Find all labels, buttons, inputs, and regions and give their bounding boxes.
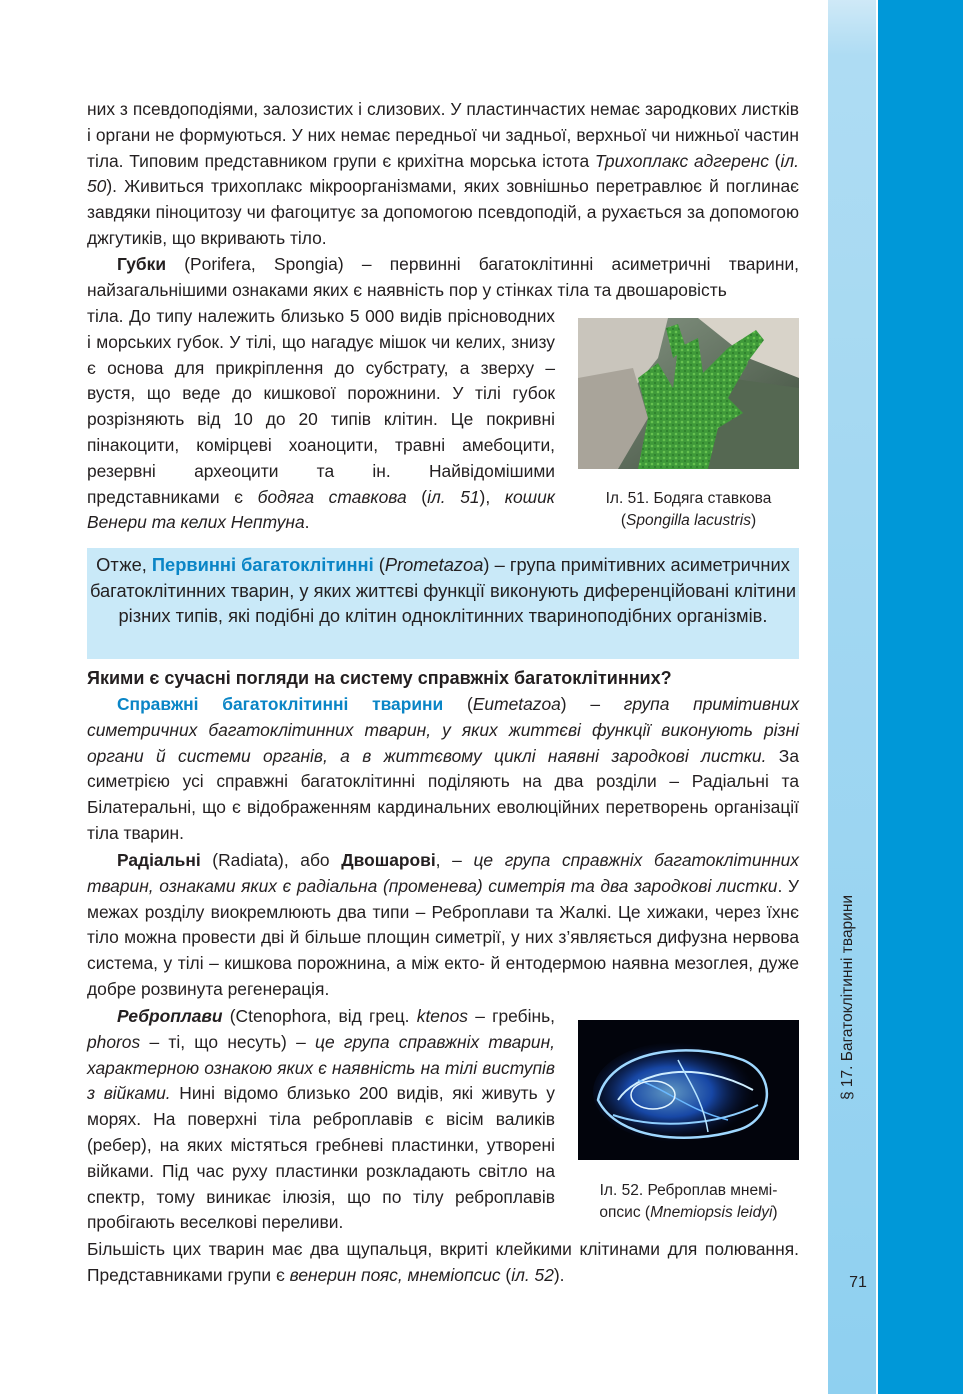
eumetazoa-paragraph — [87, 692, 799, 847]
sponge-photo — [578, 318, 799, 469]
sponges-paragraph-wrapped — [87, 304, 555, 536]
trichoplax-name: Трихоплакс адгеренс — [594, 150, 769, 171]
sponges-paragraph-top — [87, 252, 799, 304]
radiata-dash: , – — [435, 850, 474, 870]
ctenophora-paragraph-wrapped — [87, 1004, 555, 1236]
radiata-text: . У межах розділу виокремлюють два типи – Реброплави та Жалкі. Це хижаки, через їхнє тіло можна провести дві й більше площин симетрії, у них з’являється дифузна нервова система, у тілі – кишкова порожнина, а між екто- й ентодермою наявна мезоглея, дуже добре розвинута регенерація. — [87, 875, 799, 999]
radiata-mid: (Radiata), або — [200, 850, 342, 870]
eumetazoa-text: За симетрією усі справжні багатоклітинні поділяють на два розділи – Радіальні та Білатеральні, що є відображенням кардинальних еволюційних перетворень організації тіла тварин. — [87, 745, 799, 843]
sponges-text-a: (Porifera, Spongia) – первинні багатоклітинні асиметричні тварини, найзагальнішими ознаками яких є наявність пор у стінках тіла та двошаровість — [87, 254, 799, 300]
sponges-paren: ( — [406, 486, 428, 507]
ctenophora-text-a: (Ctenophora, від грец. — [222, 1006, 417, 1026]
section-question-heading: Якими є сучасні погляди на систему справжніх багатоклітинних? — [87, 668, 672, 688]
side-strip — [828, 0, 963, 1394]
sponges-end: . — [304, 512, 310, 533]
side-strip-dark — [878, 0, 963, 1394]
section-title-vertical: § 17. Багатоклітинні тварини — [839, 894, 856, 1100]
summary-paren: ( — [373, 554, 385, 575]
figure-52-latin: Mnemiopsis leidyi — [650, 1204, 773, 1221]
ctenophora-examples: венерин пояс, мнеміопсис — [289, 1264, 501, 1285]
ctenophora-text-b: – гребінь, — [468, 1006, 555, 1026]
sponges-paren-close: ), — [479, 486, 505, 507]
ctenophora-paragraph-tail — [87, 1237, 799, 1289]
eumetazoa-definition: група примітивних симетричних багатоклітинних тварин, у яких життєві функції виконують різні органи й системи органів, а в життєвому циклі наявні зародкові листки. — [87, 694, 800, 766]
sponges-text-b: тіла. До типу належить близько 5 000 видів прісноводних і морських губок. У тілі, що нагадує мішок чи келих, знизу є основа для прикріплення до субстрату, а зверху – вустя, що веде до кишкової порожнини. У тілі губок розрізняють від 10 до 20 типів клітин. Це покривні пінакоцити, комірцеві хоаноцити, травні амебоцити, резервні археоцити та ін. Найвідомішими представниками є — [87, 306, 555, 507]
caption-52-text: опсис ( — [599, 1204, 651, 1221]
side-strip-light — [828, 0, 878, 1394]
summary-text: ) – група примітивних асиметричних багатоклітинних тварин, у яких життєві функції виконують диференційовані клітини різних типів, які подібні до клітин одноклітинних тваринoподібних організмів. — [89, 554, 797, 627]
figure-51-latin: Spongilla lacustris — [626, 512, 751, 529]
ctenophora-text-c: – ті, що несуть) – — [140, 1031, 316, 1052]
greek-word-1: ktenos — [416, 1006, 468, 1026]
radiata-paragraph — [87, 848, 799, 1003]
figure-51-caption — [578, 488, 799, 532]
ctenophora-definition: це група справжніх тварин, характерною ознакою яких є наявність на тілі виступів з війками. — [87, 1031, 556, 1104]
caption-paren-close: ) — [750, 512, 757, 529]
page-number: 71 — [849, 1274, 867, 1291]
figure-51-caption-line1: Іл. 51. Бодяга ставкова — [605, 490, 772, 507]
summary-latin: Prometazoa — [384, 554, 484, 575]
ctenophora-tail: Більшість цих тварин має два щупальця, вкриті клейкими клітинами для полювання. Представниками групи є — [87, 1239, 799, 1285]
intro-paragraph — [87, 97, 799, 252]
radiata-definition: це група справжніх багатоклітинних тварин, ознаками яких є радіальна (променева) симетрія та два зародкові листки — [87, 850, 800, 896]
ctenophora-text: Нині відомо близько 200 видів, які живуть у морях. На поверхні тіла реброплавів є вісім валиків (ребер), на яких містяться гребневі пластинки, утворені війками. Під час руху пластинки розкладають світло на спектр, тому виникає ілюзія, що по тілу реброплавів пробігають веселкові переливи. — [87, 1083, 555, 1233]
comb-jelly-photo — [578, 1020, 799, 1160]
sponges-example-1: бодяга ставкова — [257, 486, 407, 507]
ctenophora-paren-close: ). — [553, 1264, 565, 1285]
summary-lead: Отже, — [96, 554, 152, 575]
eumetazoa-latin: Eumetazoa — [472, 694, 561, 714]
caption-paren-open: ( — [620, 512, 627, 529]
figure-ref-51: іл. 51 — [427, 486, 480, 507]
intro-text-1: них з псевдоподіями, залозистих і слизових. У пластинчастих немає зародкових листків і органи не формуються. У них немає передньої чи задньої, верхньої чи нижньої частин тіла. Типовим представником групи є крихітна морська істота — [87, 99, 799, 171]
figure-ref-52: іл. 52 — [511, 1264, 554, 1285]
figure-52-caption-line2 — [578, 1202, 799, 1224]
sponges-example-2: кошик Венери та келих Нептуна — [87, 486, 555, 533]
caption-52-paren-close: ) — [772, 1204, 778, 1221]
eumetazoa-paren-close: ) – — [560, 694, 624, 714]
eumetazoa-paren: ( — [443, 694, 473, 714]
sponges-term: Губки — [117, 254, 167, 274]
intro-paren: ( — [768, 150, 781, 171]
figure-52-caption — [578, 1180, 799, 1224]
eumetazoa-term: Справжні багатоклітинні тварини — [117, 694, 444, 714]
intro-text-2: ). Живиться трихоплакс мікроорганізмами, яких зовнішньо перетравлює й поглинає завдяки піноцитозу чи фагоцитує за допомогою псевдоподій, а рухається за допомогою джгутиків, що вкривають тіло. — [87, 176, 799, 248]
summary-box — [87, 548, 799, 659]
greek-word-2: phoros — [87, 1031, 141, 1052]
diploblastic-term: Двошарові — [341, 850, 436, 870]
figure-ref-50: іл. 50 — [87, 150, 799, 197]
figure-51-caption-line2 — [578, 510, 799, 532]
summary-term: Первинні багатоклітинні — [151, 554, 374, 575]
ctenophora-term: Реброплави — [117, 1006, 223, 1026]
ctenophora-paren: ( — [500, 1264, 512, 1285]
figure-52-caption-line1: Іл. 52. Реброплав мнемі- — [599, 1182, 778, 1199]
radiata-term: Радіальні — [117, 850, 201, 870]
